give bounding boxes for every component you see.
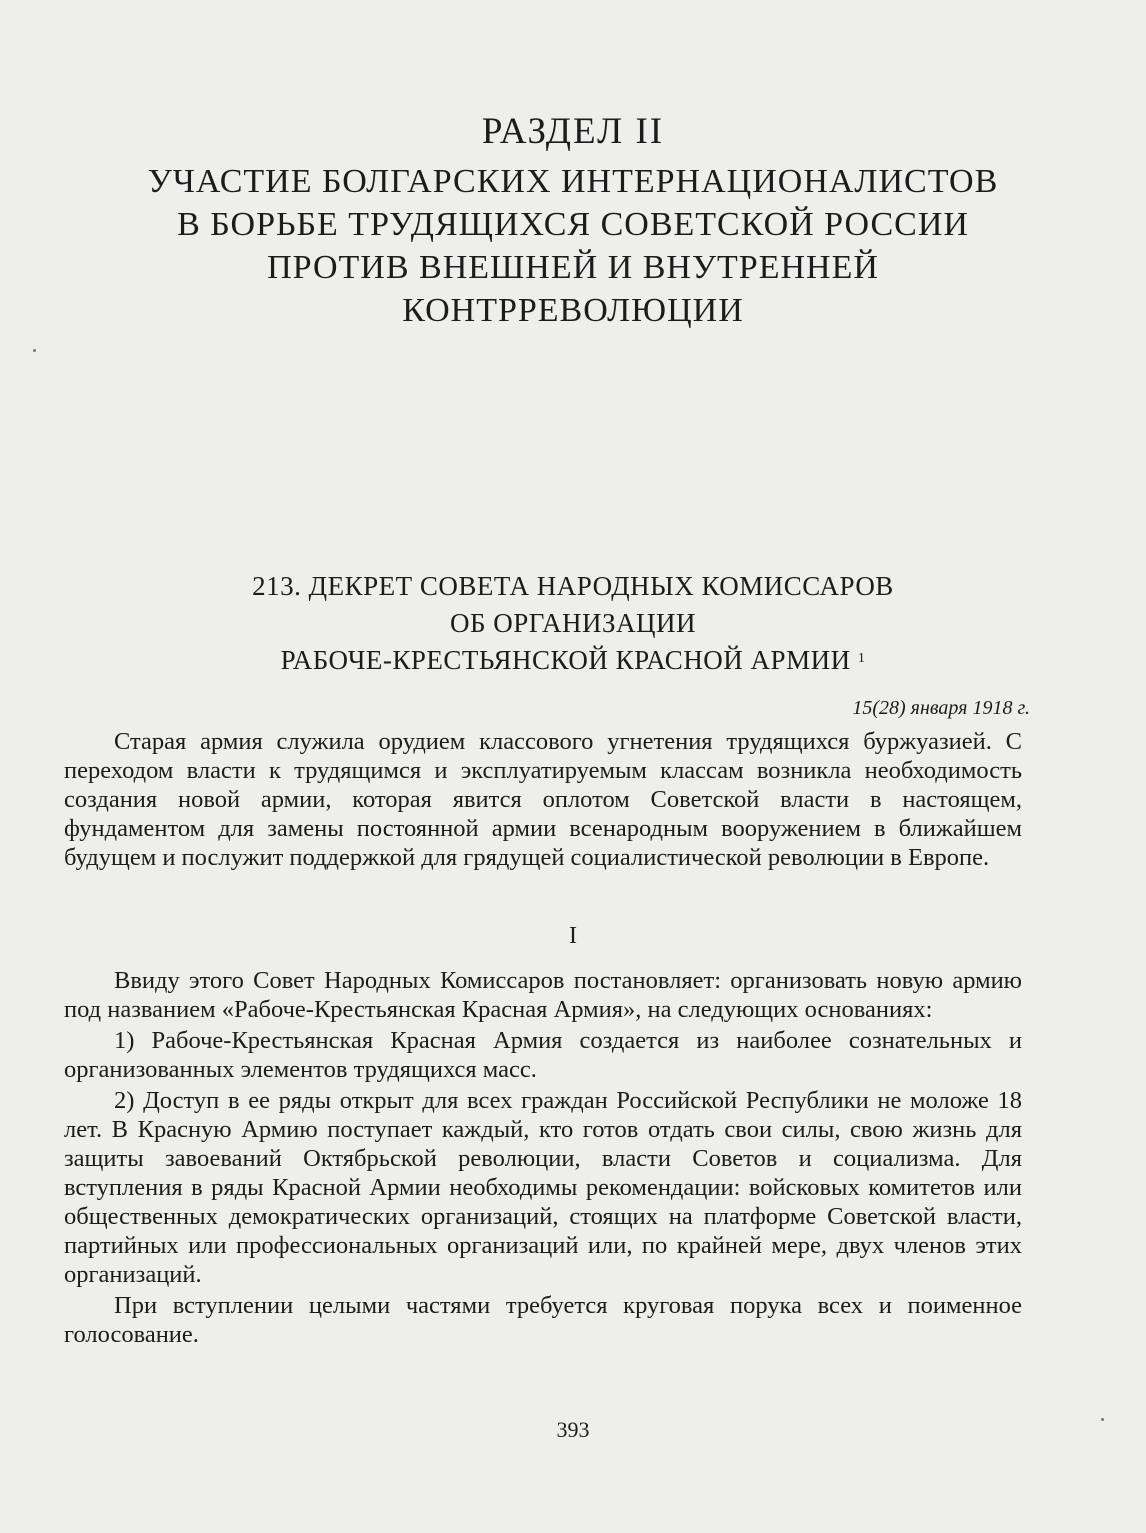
paper-speck: [1101, 1418, 1104, 1421]
body-paragraph: Ввиду этого Совет Народных Комиссаров постановляет: организовать новую армию под названием «Рабоче-Крестьянская Красная Армия», на следующих основаниях:: [64, 967, 1022, 1023]
body-paragraph: 2) Доступ в ее ряды открыт для всех граждан Российской Республики не моложе 18 лет. В Красную Армию поступает каждый, кто готов отдать свои силы, свою жизнь для защиты завоеваний Октябрьской революции, власти Советов и социализма. Для вступления в ряды Красной Армии необходимы рекомендации: войсковых комитетов или общественных демократических организаций, стоящих на платформе Советской власти, партийных или профессиональных организаций или, по крайней мере, двух членов этих организаций.: [64, 1087, 1022, 1288]
document-date: 15(28) января 1918 г.: [852, 697, 1030, 719]
body-paragraph: 1) Рабоче-Крестьянская Красная Армия создается из наиболее сознательных и организованных элементов трудящихся масс.: [64, 1027, 1022, 1083]
section-label: РАЗДЕЛ II: [481, 111, 665, 152]
section-title-line: УЧАСТИЕ БОЛГАРСКИХ ИНТЕРНАЦИОНАЛИСТОВ: [147, 163, 999, 200]
document-title-line: ОБ ОРГАНИЗАЦИИ: [450, 608, 696, 638]
document-title-text: РАБОЧЕ-КРЕСТЬЯНСКОЙ КРАСНОЙ АРМИИ: [280, 645, 851, 675]
section-title-line: ПРОТИВ ВНЕШНЕЙ И ВНУТРЕННЕЙ: [267, 249, 879, 286]
intro-section: [64, 727, 1022, 872]
section-title-line: В БОРЬБЕ ТРУДЯЩИХСЯ СОВЕТСКОЙ РОССИИ: [177, 206, 969, 243]
document-title-line: 213. ДЕКРЕТ СОВЕТА НАРОДНЫХ КОМИССАРОВ: [252, 571, 894, 601]
paper-speck: [33, 349, 36, 352]
section-title-line: КОНТРРЕВОЛЮЦИИ: [402, 292, 744, 329]
decree-body: [64, 966, 1022, 1349]
document-title: [0, 568, 1146, 679]
part-number: I: [569, 923, 577, 949]
page-number: 393: [556, 1417, 590, 1442]
footnote-mark: 1: [857, 651, 866, 666]
document-title-line: [0, 642, 1146, 679]
section-title: [0, 160, 1146, 332]
body-paragraph: При вступлении целыми частями требуется круговая порука всех и поименное голосование.: [64, 1292, 1022, 1348]
intro-paragraph: Старая армия служила орудием классового угнетения трудящихся буржуазией. С переходом власти к трудящимся и эксплуатируемым классам возникла необходимость создания новой армии, которая явится оплотом Советской власти в настоящем, фундаментом для замены постоянной армии всенародным вооружением в ближайшем будущем и послужит поддержкой для грядущей социалистической революции в Европе.: [64, 728, 1022, 871]
